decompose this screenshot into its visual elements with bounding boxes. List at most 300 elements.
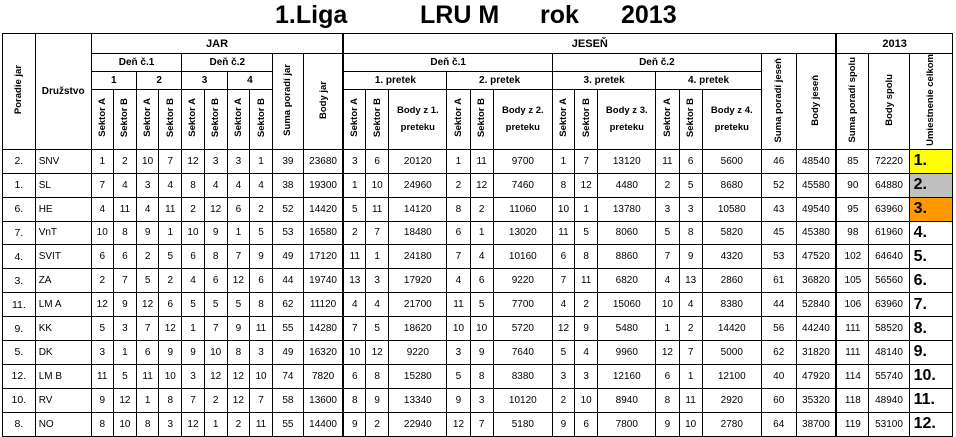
cell-jesen-score: 11 — [679, 388, 702, 412]
cell-jesen-score: 11060 — [493, 197, 552, 221]
cell-suma-jar: 44 — [273, 269, 304, 293]
cell-jesen-score: 13020 — [493, 221, 552, 245]
cell-suma-jar: 49 — [273, 245, 304, 269]
cell-jar-score: 6 — [159, 293, 182, 317]
cell-jar-score: 7 — [91, 173, 113, 197]
cell-jesen-score: 6 — [343, 364, 365, 388]
cell-jesen-score: 9 — [656, 412, 679, 436]
header-sektor-a: Sektor A — [91, 89, 113, 149]
cell-jar-score: 11 — [159, 197, 182, 221]
cell-jar-score: 2 — [159, 269, 182, 293]
cell-suma-jesen: 52 — [761, 173, 796, 197]
cell-jesen-score: 4 — [343, 293, 365, 317]
cell-jesen-score: 13340 — [389, 388, 447, 412]
cell-body-jesen: 49540 — [796, 197, 836, 221]
cell-rank: 10. — [909, 364, 952, 388]
table-body — [3, 149, 953, 436]
cell-team: RV — [35, 388, 91, 412]
cell-jar-score: 9 — [91, 388, 113, 412]
cell-jesen-score: 12 — [656, 341, 679, 365]
cell-suma-jar: 58 — [273, 388, 304, 412]
cell-jesen-score: 3 — [343, 149, 365, 173]
header-pretek-2: 2. pretek — [447, 71, 553, 89]
cell-jar-score: 1 — [227, 221, 249, 245]
cell-jesen-score: 18620 — [389, 317, 447, 341]
cell-rank: 5. — [909, 245, 952, 269]
header-body-spolu: Body spolu — [869, 54, 909, 150]
cell-rank: 11. — [909, 388, 952, 412]
header-body-z1: Body z 1. preteku — [389, 89, 447, 149]
cell-jesen-score: 6 — [656, 364, 679, 388]
cell-jar-score: 3 — [91, 341, 113, 365]
header-sektor-b: Sektor B — [113, 89, 136, 149]
cell-jar-score: 3 — [204, 149, 227, 173]
cell-jesen-score: 2 — [552, 388, 574, 412]
cell-jar-score: 12 — [113, 388, 136, 412]
cell-jesen-score: 2860 — [702, 269, 761, 293]
cell-poradie-jar: 1. — [3, 173, 36, 197]
cell-jar-score: 7 — [249, 388, 272, 412]
cell-suma-jesen: 43 — [761, 197, 796, 221]
cell-jesen-score: 4 — [447, 269, 470, 293]
league-table — [2, 33, 953, 437]
cell-suma-spolu: 95 — [836, 197, 869, 221]
cell-team: SNV — [35, 149, 91, 173]
cell-jesen-score: 9220 — [389, 341, 447, 365]
cell-jar-score: 3 — [227, 149, 249, 173]
title-liga: 1.Liga — [275, 1, 348, 29]
cell-suma-jar: 74 — [273, 364, 304, 388]
cell-jesen-score: 2920 — [702, 388, 761, 412]
cell-jesen-score: 8 — [656, 388, 679, 412]
cell-body-jesen: 47920 — [796, 364, 836, 388]
cell-jesen-score: 11 — [552, 221, 574, 245]
cell-jesen-score: 7 — [656, 245, 679, 269]
cell-jar-score: 5 — [159, 245, 182, 269]
cell-jesen-score: 8680 — [702, 173, 761, 197]
cell-jar-score: 2 — [204, 388, 227, 412]
cell-jar-score: 2 — [182, 197, 204, 221]
cell-jesen-score: 10 — [470, 317, 493, 341]
cell-suma-jesen: 64 — [761, 412, 796, 436]
table-row — [3, 173, 953, 197]
cell-jesen-score: 7800 — [598, 412, 656, 436]
cell-poradie-jar: 7. — [3, 221, 36, 245]
cell-jesen-score: 22940 — [389, 412, 447, 436]
cell-poradie-jar: 10. — [3, 388, 36, 412]
cell-jar-score: 7 — [182, 388, 204, 412]
cell-rank: 6. — [909, 269, 952, 293]
cell-jar-score: 4 — [227, 173, 249, 197]
cell-poradie-jar: 12. — [3, 364, 36, 388]
cell-jesen-score: 3 — [679, 197, 702, 221]
cell-body-jar: 23680 — [303, 149, 343, 173]
cell-jesen-score: 2 — [343, 221, 365, 245]
cell-jar-score: 5 — [249, 221, 272, 245]
cell-jar-score: 9 — [249, 245, 272, 269]
cell-jar-score: 3 — [159, 412, 182, 436]
cell-jar-score: 1 — [159, 221, 182, 245]
header-pretek-4: 4. pretek — [656, 71, 762, 89]
cell-jesen-score: 10120 — [493, 388, 552, 412]
cell-body-spolu: 61960 — [869, 221, 909, 245]
cell-jesen-score: 5 — [575, 221, 598, 245]
title-team: LRU M — [420, 1, 500, 29]
header-sektor-a: Sektor A — [227, 89, 249, 149]
header-jar-4: 4 — [227, 71, 272, 89]
cell-jesen-score: 14420 — [702, 317, 761, 341]
cell-body-spolu: 72220 — [869, 149, 909, 173]
cell-suma-jesen: 56 — [761, 317, 796, 341]
cell-jesen-score: 1 — [575, 197, 598, 221]
cell-jesen-score: 8 — [343, 388, 365, 412]
cell-poradie-jar: 4. — [3, 245, 36, 269]
cell-jar-score: 9 — [113, 293, 136, 317]
cell-suma-spolu: 102 — [836, 245, 869, 269]
cell-body-jesen: 47520 — [796, 245, 836, 269]
cell-suma-jesen: 40 — [761, 364, 796, 388]
cell-jesen-score: 5 — [552, 341, 574, 365]
cell-body-jar: 19740 — [303, 269, 343, 293]
cell-jesen-score: 5820 — [702, 221, 761, 245]
cell-jesen-score: 13 — [343, 269, 365, 293]
cell-jar-score: 6 — [182, 245, 204, 269]
cell-jar-score: 7 — [159, 149, 182, 173]
header-jar-den1: Deň č.1 — [91, 54, 182, 72]
cell-jesen-score: 12 — [575, 173, 598, 197]
header-suma-poradi-jesen: Suma poradí jeseň — [761, 54, 796, 150]
cell-jesen-score: 20120 — [389, 149, 447, 173]
cell-jesen-score: 2 — [366, 412, 389, 436]
header-sektor-b: Sektor B — [159, 89, 182, 149]
cell-jesen-score: 6 — [575, 412, 598, 436]
cell-jesen-score: 8940 — [598, 388, 656, 412]
cell-body-jesen: 35320 — [796, 388, 836, 412]
cell-jar-score: 11 — [249, 317, 272, 341]
cell-jar-score: 10 — [137, 149, 159, 173]
cell-team: VnT — [35, 221, 91, 245]
cell-jesen-score: 1 — [447, 149, 470, 173]
cell-poradie-jar: 11. — [3, 293, 36, 317]
cell-jar-score: 5 — [91, 317, 113, 341]
cell-jar-score: 5 — [137, 269, 159, 293]
cell-jar-score: 9 — [182, 341, 204, 365]
cell-rank: 7. — [909, 293, 952, 317]
cell-jesen-score: 3 — [366, 269, 389, 293]
cell-body-spolu: 64640 — [869, 245, 909, 269]
cell-jesen-score: 10 — [679, 412, 702, 436]
header-jar-den2: Deň č.2 — [182, 54, 273, 72]
cell-jar-score: 12 — [227, 388, 249, 412]
cell-jesen-score: 4 — [575, 341, 598, 365]
cell-jar-score: 4 — [91, 197, 113, 221]
header-suma-poradi-spolu: Suma poradí spolu — [836, 54, 869, 150]
cell-jar-score: 8 — [182, 173, 204, 197]
cell-jar-score: 2 — [91, 269, 113, 293]
cell-body-spolu: 55740 — [869, 364, 909, 388]
header-umiestnenie: Umiestnenie celkom — [909, 54, 952, 150]
cell-jesen-score: 10 — [552, 197, 574, 221]
cell-suma-spolu: 105 — [836, 269, 869, 293]
cell-jesen-score: 5720 — [493, 317, 552, 341]
cell-suma-jesen: 53 — [761, 245, 796, 269]
cell-jesen-score: 11 — [366, 197, 389, 221]
cell-jar-score: 8 — [204, 245, 227, 269]
cell-jar-score: 5 — [182, 293, 204, 317]
cell-jar-score: 5 — [204, 293, 227, 317]
cell-body-spolu: 58520 — [869, 317, 909, 341]
cell-jesen-score: 8380 — [702, 293, 761, 317]
cell-jesen-score: 14120 — [389, 197, 447, 221]
cell-jesen-score: 21700 — [389, 293, 447, 317]
cell-jesen-score: 6820 — [598, 269, 656, 293]
cell-jar-score: 11 — [249, 412, 272, 436]
cell-body-spolu: 56560 — [869, 269, 909, 293]
cell-jesen-score: 9 — [679, 245, 702, 269]
cell-jar-score: 1 — [137, 388, 159, 412]
cell-jar-score: 12 — [182, 149, 204, 173]
cell-jar-score: 8 — [113, 221, 136, 245]
cell-jar-score: 10 — [113, 412, 136, 436]
header-sektor-b: Sektor B — [679, 89, 702, 149]
cell-jar-score: 4 — [249, 173, 272, 197]
cell-body-jesen: 36820 — [796, 269, 836, 293]
cell-suma-jar: 53 — [273, 221, 304, 245]
cell-suma-jar: 55 — [273, 412, 304, 436]
header-poradie-jar: Poradie jar — [3, 34, 36, 150]
cell-body-jesen: 48540 — [796, 149, 836, 173]
cell-suma-spolu: 114 — [836, 364, 869, 388]
cell-body-jar: 17120 — [303, 245, 343, 269]
cell-jar-score: 8 — [249, 293, 272, 317]
cell-suma-spolu: 98 — [836, 221, 869, 245]
cell-rank: 1. — [909, 149, 952, 173]
cell-jar-score: 12 — [91, 293, 113, 317]
cell-jar-score: 12 — [159, 317, 182, 341]
title-year: 2013 — [621, 1, 677, 29]
cell-jar-score: 6 — [204, 269, 227, 293]
cell-jesen-score: 9 — [447, 388, 470, 412]
cell-poradie-jar: 5. — [3, 341, 36, 365]
cell-jar-score: 1 — [249, 149, 272, 173]
cell-jesen-score: 6 — [552, 245, 574, 269]
cell-jesen-score: 7 — [679, 341, 702, 365]
cell-jesen-score: 9700 — [493, 149, 552, 173]
cell-jar-score: 10 — [249, 364, 272, 388]
cell-jesen-score: 12 — [366, 341, 389, 365]
cell-jar-score: 7 — [137, 317, 159, 341]
cell-jesen-score: 15280 — [389, 364, 447, 388]
cell-body-jar: 11120 — [303, 293, 343, 317]
cell-jesen-score: 7640 — [493, 341, 552, 365]
cell-jar-score: 8 — [159, 388, 182, 412]
cell-jesen-score: 2 — [447, 173, 470, 197]
cell-suma-spolu: 119 — [836, 412, 869, 436]
header-sektor-a: Sektor A — [182, 89, 204, 149]
table-row — [3, 221, 953, 245]
cell-jar-score: 3 — [182, 364, 204, 388]
cell-body-spolu: 48140 — [869, 341, 909, 365]
cell-jesen-score: 11 — [447, 293, 470, 317]
cell-body-jar: 7820 — [303, 364, 343, 388]
cell-jesen-score: 8 — [447, 197, 470, 221]
header-jesen-den1: Deň č.1 — [343, 54, 552, 72]
header-jesen-den2: Deň č.2 — [552, 54, 761, 72]
cell-poradie-jar: 2. — [3, 149, 36, 173]
cell-jesen-score: 9 — [552, 412, 574, 436]
cell-jesen-score: 15060 — [598, 293, 656, 317]
cell-jesen-score: 3 — [656, 197, 679, 221]
header-sektor-b: Sektor B — [470, 89, 493, 149]
cell-jesen-score: 8 — [575, 245, 598, 269]
cell-jesen-score: 2 — [679, 317, 702, 341]
cell-jesen-score: 2 — [656, 173, 679, 197]
cell-jesen-score: 9 — [366, 388, 389, 412]
cell-jesen-score: 10 — [575, 388, 598, 412]
cell-jesen-score: 4 — [470, 245, 493, 269]
cell-jar-score: 3 — [137, 173, 159, 197]
cell-jar-score: 12 — [137, 293, 159, 317]
cell-jesen-score: 5 — [470, 293, 493, 317]
cell-suma-jesen: 44 — [761, 293, 796, 317]
cell-jesen-score: 5480 — [598, 317, 656, 341]
cell-jesen-score: 9220 — [493, 269, 552, 293]
cell-jar-score: 5 — [113, 364, 136, 388]
cell-jar-score: 11 — [91, 364, 113, 388]
cell-jesen-score: 10 — [343, 341, 365, 365]
header-sektor-a: Sektor A — [137, 89, 159, 149]
cell-jesen-score: 5 — [447, 364, 470, 388]
cell-jesen-score: 12 — [470, 173, 493, 197]
cell-jesen-score: 5 — [679, 173, 702, 197]
cell-jar-score: 10 — [182, 221, 204, 245]
cell-jar-score: 12 — [204, 364, 227, 388]
cell-jar-score: 6 — [91, 245, 113, 269]
cell-jesen-score: 13 — [679, 269, 702, 293]
cell-jar-score: 12 — [227, 364, 249, 388]
cell-jar-score: 9 — [159, 341, 182, 365]
cell-jesen-score: 13120 — [598, 149, 656, 173]
cell-jar-score: 5 — [227, 293, 249, 317]
cell-rank: 8. — [909, 317, 952, 341]
table-row — [3, 388, 953, 412]
table-row — [3, 341, 953, 365]
cell-jar-score: 4 — [159, 173, 182, 197]
header-jar-1: 1 — [91, 71, 136, 89]
cell-jesen-score: 12160 — [598, 364, 656, 388]
cell-jesen-score: 7460 — [493, 173, 552, 197]
cell-jar-score: 10 — [91, 221, 113, 245]
cell-jesen-score: 5 — [343, 197, 365, 221]
cell-jar-score: 8 — [227, 341, 249, 365]
cell-jesen-score: 7 — [470, 412, 493, 436]
cell-jesen-score: 7 — [447, 245, 470, 269]
cell-suma-jesen: 62 — [761, 341, 796, 365]
cell-jesen-score: 8 — [679, 221, 702, 245]
cell-body-jesen: 45380 — [796, 221, 836, 245]
cell-body-spolu: 63960 — [869, 197, 909, 221]
cell-suma-spolu: 90 — [836, 173, 869, 197]
header-sektor-b: Sektor B — [204, 89, 227, 149]
cell-body-jar: 16580 — [303, 221, 343, 245]
cell-rank: 4. — [909, 221, 952, 245]
table-row — [3, 364, 953, 388]
cell-jesen-score: 8860 — [598, 245, 656, 269]
cell-jesen-score: 3 — [447, 341, 470, 365]
header-jar: JAR — [91, 34, 343, 54]
header-body-jesen: Body jeseň — [796, 54, 836, 150]
cell-body-spolu: 63960 — [869, 293, 909, 317]
cell-jesen-score: 9960 — [598, 341, 656, 365]
cell-jar-score: 4 — [182, 269, 204, 293]
cell-jesen-score: 7 — [366, 221, 389, 245]
cell-team: SL — [35, 173, 91, 197]
table-row — [3, 269, 953, 293]
cell-team: SVIT — [35, 245, 91, 269]
cell-jar-score: 2 — [249, 197, 272, 221]
table-row — [3, 293, 953, 317]
cell-jesen-score: 12100 — [702, 364, 761, 388]
cell-suma-spolu: 106 — [836, 293, 869, 317]
cell-jesen-score: 9 — [575, 317, 598, 341]
cell-jesen-score: 8380 — [493, 364, 552, 388]
cell-body-spolu: 53100 — [869, 412, 909, 436]
cell-body-jesen: 38700 — [796, 412, 836, 436]
cell-body-jar: 14400 — [303, 412, 343, 436]
cell-jar-score: 12 — [204, 197, 227, 221]
header-sektor-b: Sektor B — [575, 89, 598, 149]
header-jar-2: 2 — [137, 71, 182, 89]
cell-jar-score: 1 — [182, 317, 204, 341]
cell-jesen-score: 3 — [470, 388, 493, 412]
cell-jesen-score: 7700 — [493, 293, 552, 317]
cell-jar-score: 11 — [113, 197, 136, 221]
cell-jesen-score: 18480 — [389, 221, 447, 245]
cell-rank: 2. — [909, 173, 952, 197]
cell-jar-score: 9 — [137, 221, 159, 245]
cell-suma-jar: 49 — [273, 341, 304, 365]
cell-jesen-score: 5 — [366, 317, 389, 341]
cell-rank: 9. — [909, 341, 952, 365]
cell-jesen-score: 6 — [679, 149, 702, 173]
cell-jesen-score: 2 — [470, 197, 493, 221]
cell-jesen-score: 1 — [366, 245, 389, 269]
cell-jar-score: 9 — [204, 221, 227, 245]
cell-suma-jar: 52 — [273, 197, 304, 221]
cell-jesen-score: 10 — [447, 317, 470, 341]
header-jar-3: 3 — [182, 71, 227, 89]
cell-suma-spolu: 118 — [836, 388, 869, 412]
title-rok: rok — [540, 1, 579, 29]
cell-jar-score: 9 — [227, 317, 249, 341]
cell-jar-score: 4 — [204, 173, 227, 197]
cell-suma-jesen: 61 — [761, 269, 796, 293]
cell-suma-spolu: 111 — [836, 341, 869, 365]
cell-jesen-score: 5000 — [702, 341, 761, 365]
cell-jesen-score: 5600 — [702, 149, 761, 173]
cell-poradie-jar: 8. — [3, 412, 36, 436]
cell-jesen-score: 10 — [656, 293, 679, 317]
cell-body-jar: 14280 — [303, 317, 343, 341]
cell-jar-score: 7 — [227, 245, 249, 269]
cell-jesen-score: 11 — [575, 269, 598, 293]
cell-poradie-jar: 6. — [3, 197, 36, 221]
cell-jar-score: 6 — [137, 341, 159, 365]
cell-jesen-score: 1 — [470, 221, 493, 245]
cell-jesen-score: 3 — [552, 364, 574, 388]
cell-jesen-score: 10 — [366, 173, 389, 197]
table-row — [3, 149, 953, 173]
